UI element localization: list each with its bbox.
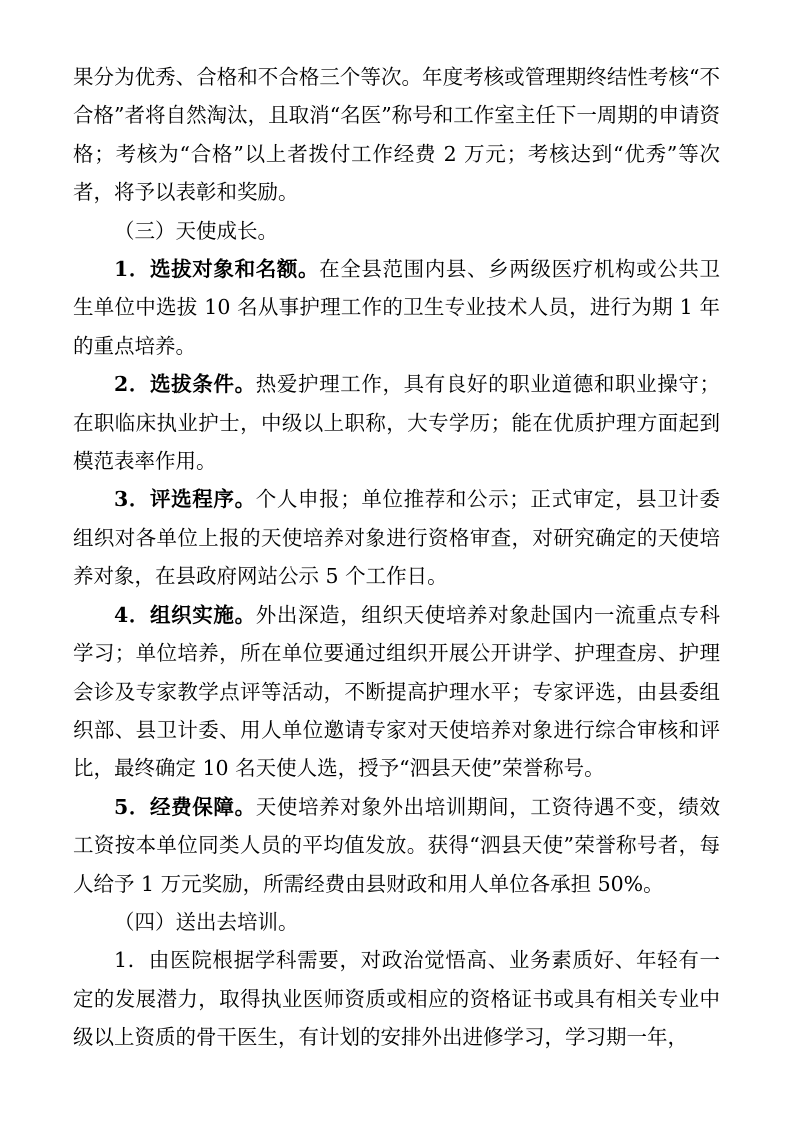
paragraph-selection-conditions <box>73 365 720 480</box>
paragraph-implementation <box>73 596 720 788</box>
section-heading-angel-growth <box>73 212 720 250</box>
paragraph-text: 在全县范围内县、乡两级医疗机构或公共卫生单位中选拔 10 名从事护理工作的卫生专业技术人员，进行为期 1 年的重点培养。 <box>73 257 721 358</box>
paragraph-text: 天使培养对象外出培训期间，工资待遇不变，绩效工资按本单位同类人员的平均值发放。获得“泗县天使”荣誉称号者，每人给予 1 万元奖励，所需经费由县财政和用人单位各承担 50%。 <box>73 794 721 896</box>
paragraph-lead: 2．选拔条件。 <box>114 372 256 397</box>
paragraph-funding <box>73 788 720 903</box>
document-body <box>73 58 720 1057</box>
paragraph-text: 个人申报；单位推荐和公示；正式审定，县卫计委组织对各单位上报的天使培养对象进行资格审查，对研究确定的天使培养对象，在县政府网站公示 5 个工作日。 <box>73 487 721 589</box>
paragraph-lead: 4．组织实施。 <box>114 602 256 627</box>
paragraph-hospital-training <box>73 941 720 1056</box>
section-heading-text: （四）送出去培训。 <box>114 909 299 934</box>
paragraph-lead: 3．评选程序。 <box>114 487 256 512</box>
paragraph-text: 果分为优秀、合格和不合格三个等次。年度考核或管理期终结性考核“不合格”者将自然淘汰，且取消“名医”称号和工作室主任下一周期的申请资格；考核为“合格”以上者拨付工作经费 2 万元；考核达到“优秀”等次者，将予以表彰和奖励。 <box>73 65 720 205</box>
paragraph-selection-targets <box>73 250 720 365</box>
paragraph-lead: 1．选拔对象和名额。 <box>114 257 320 282</box>
paragraph-assessment-results <box>73 58 720 212</box>
paragraph-lead: 5．经费保障。 <box>114 794 256 819</box>
paragraph-text: 1．由医院根据学科需要，对政治觉悟高、业务素质好、年轻有一定的发展潜力，取得执业医师资质或相应的资格证书或具有相关专业中级以上资质的骨干医生，有计划的安排外出进修学习，学习期一年， <box>73 948 720 1050</box>
section-heading-text: （三）天使成长。 <box>114 218 278 243</box>
paragraph-text: 外出深造，组织天使培养对象赴国内一流重点专科学习；单位培养，所在单位要通过组织开展公开讲学、护理查房、护理会诊及专家教学点评等活动，不断提高护理水平；专家评选，由县委组织部、县卫计委、用人单位邀请专家对天使培养对象进行综合审核和评比，最终确定 10 名天使人选，授予“泗县天使”荣誉称号。 <box>73 602 721 781</box>
paragraph-text: 热爱护理工作，具有良好的职业道德和职业操守；在职临床执业护士，中级以上职称，大专学历；能在优质护理方面起到模范表率作用。 <box>73 372 721 474</box>
paragraph-selection-procedure <box>73 480 720 595</box>
section-heading-external-training <box>73 903 720 941</box>
